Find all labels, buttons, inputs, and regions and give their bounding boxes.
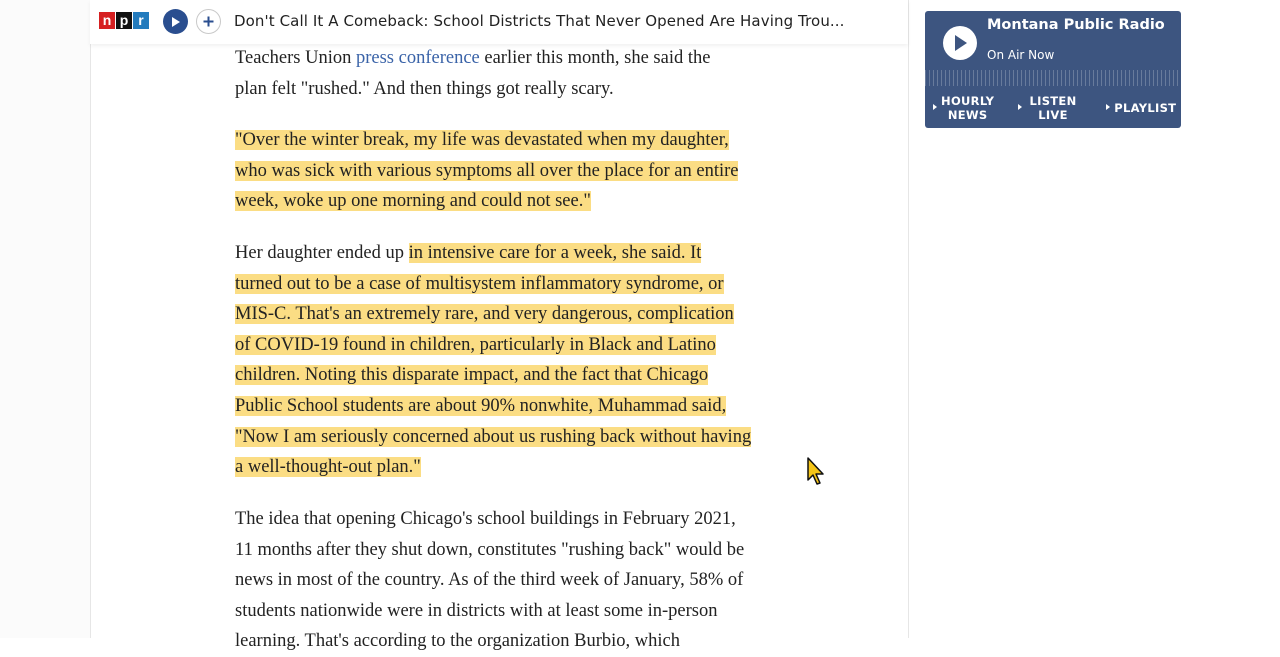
highlighted-text: Public School students are about 90% nonwhite, Muhammad said, [235,395,727,416]
highlighted-text: of COVID-19 found in children, particularly in Black and Latino [235,334,716,355]
listen-live-label: LISTEN LIVE [1029,94,1077,122]
paragraph-1-line-2: plan felt "rushed." And then things got really scary. [235,78,614,99]
paragraph-2-quote [235,125,738,217]
press-conference-link[interactable]: press conference [355,48,480,68]
caret-right-icon [1106,104,1110,110]
paragraph-4-line: students nationwide were in districts with at least some in-person [235,600,718,621]
hourly-news-label: HOURLY NEWS [941,94,995,122]
npr-logo[interactable] [99,12,149,29]
caret-right-icon [933,104,937,110]
highlighted-text: turned out to be a case of multisystem inflammatory syndrome, or [235,273,724,294]
paragraph-1-text-end: earlier this month, she said the [479,48,711,68]
play-icon [952,34,968,52]
station-name[interactable]: Montana Public Radio [987,17,1165,33]
highlighted-text: children. Noting this disparate impact, and the fact that Chicago [235,365,709,386]
on-air-status: On Air Now [987,48,1055,62]
hourly-news-link[interactable] [925,91,1010,125]
playlist-label: PLAYLIST [1114,101,1177,115]
highlighted-text: week, woke up one morning and could not see." [235,191,591,212]
player-play-button[interactable] [943,26,977,60]
paragraph-1-text-start: Teachers Union [235,48,356,68]
npr-logo-r: r [133,12,149,29]
highlighted-text: who was sick with various symptoms all over the place for an entire [235,160,739,181]
story-title[interactable]: Don't Call It A Comeback: School Districts That Never Opened Are Having Trou... [234,12,845,30]
paragraph-4-line: 11 months after they shut down, constitutes "rushing back" would be [235,539,745,560]
paragraph-4-line: news in most of the country. As of the third week of January, 58% of [235,570,744,591]
sticky-story-bar [90,0,908,44]
column-divider-right [908,0,909,638]
caret-right-icon [1018,104,1022,110]
paragraph-4 [235,504,744,657]
npr-logo-p: p [116,12,132,29]
paragraph-1 [235,43,710,104]
playlist-link[interactable] [1096,91,1181,125]
paragraph-4-line: learning. That's according to the organization Burbio, which [235,631,680,652]
highlighted-text: "Now I am seriously concerned about us rushing back without having [235,426,752,447]
paragraph-3 [235,238,751,483]
play-icon [170,16,181,28]
play-story-button[interactable] [163,9,188,34]
add-to-playlist-button[interactable] [196,9,221,34]
left-gutter [0,0,90,638]
highlighted-text: "Over the winter break, my life was devastated when my daughter, [235,130,729,150]
column-divider-left [90,0,91,638]
paragraph-3-text-start: Her daughter ended up [235,243,409,263]
highlighted-text: a well-thought-out plan." [235,457,421,478]
player-links [925,91,1181,125]
highlighted-text: MIS-C. That's an extremely rare, and very dangerous, complication [235,304,734,325]
station-player [925,11,1181,128]
mouse-cursor-icon [806,456,826,486]
paragraph-4-line: The idea that opening Chicago's school buildings in February 2021, [235,509,736,529]
plus-icon [203,16,214,27]
audio-waveform [925,70,1181,86]
highlighted-text: in intensive care for a week, she said. It [408,243,702,263]
listen-live-link[interactable] [1010,91,1095,125]
npr-logo-n: n [99,12,115,29]
